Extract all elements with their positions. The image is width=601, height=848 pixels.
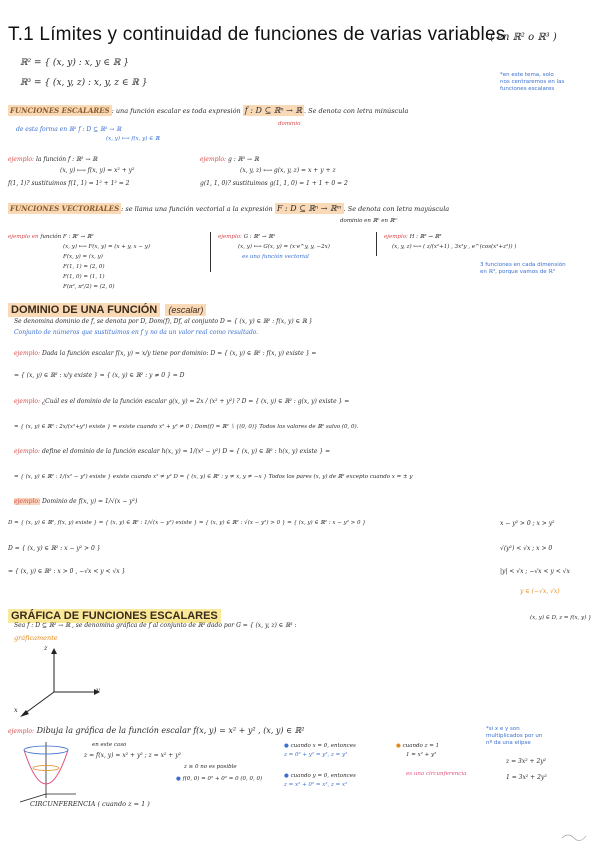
dominio-example-4-step1: D = { (x, y) ∈ ℝ², f(x, y) existe } = { (x, y) ∈ ℝ² : 1/√(x − y²) existe } = { (x, y) ∈ ℝ² : √(x − y²) > 0 } = { (x, y) ∈ ℝ² : x − y² > 0 } [8,520,366,526]
axis-z-label: z [44,644,48,652]
dominio-example-2: ejemplo: ¿Cuál es el dominio de la función escalar g(x, y) = 2x / (x² + y²) ? D = { (x, y) ∈ ℝ² : g(x, y) existe } = [14,398,350,405]
escalares-expr: f : D ⊆ ℝⁿ → ℝ [244,106,303,115]
section-heading-vectoriales: FUNCIONES VECTORIALES [10,204,120,213]
axis-y-label: y [96,686,100,694]
grafica-right-note: *si x e y son multiplicados por un nº da una elipse [486,726,543,746]
divider [376,232,377,256]
grafica-right-eq1: z = 3x² + 2y² [506,758,547,765]
dominio-example-3-result: = { (x, y) ∈ ℝ² : 1/(x² − y²) existe } existe cuando x² ≠ y² D = { (x, y) ∈ ℝ² : y ≠ x, y ≠ −x } Todos los pares (x, y) de ℝ² excepto cuando x = ± y [14,474,413,480]
dominio-example-4-step3: = { (x, y) ∈ ℝ² : x > 0 , −√x < y < √x } [8,568,126,575]
escalares-example-2: ejemplo: g : ℝ³ → ℝ [200,156,259,163]
grafica-z-note: z ≥ 0 no es posible [184,764,237,770]
section-heading-dominio: DOMINIO DE UNA FUNCIÓN [8,303,160,317]
dominio-definition-note: Conjunto de números que sustituimos en f y no da un valor real como resultado. [14,329,259,336]
dominio-side-3: |y| < √x ; −√x < y < √x [500,568,570,575]
grafica-x0: ● cuando x = 0, entonces z = 0² + y² = y², z = y² [284,743,356,758]
grafica-definition: Sea f : D ⊆ ℝ² → ℝ , se denomina gráfica de f al conjunto de ℝ³ dado por G = { (x, y, z) ∈ ℝ³ : [14,622,297,629]
side-note: *en este tema, solo nos centraremos en las funciones escalares [500,72,565,92]
section-heading-escalares: FUNCIONES ESCALARES [10,106,110,115]
dominio-side-2: √(y²) < √x ; x > 0 [500,545,553,552]
vectoriales-note: 3 funciones en cada dimensión en ℝ³, porque vamos de ℝ³ [480,262,566,275]
vectoriales-definition: FUNCIONES VECTORIALES : se llama una función vectorial a la expresión F : D ⊆ ℝⁿ → ℝᵐ . Se denota con letra mayúscula [10,204,450,213]
vectoriales-sub: dominio en ℝⁿ en ℝᵐ [340,218,398,224]
vectoriales-expr: F : D ⊆ ℝⁿ → ℝᵐ [276,204,342,213]
dominio-example-2-result: = { (x, y) ∈ ℝ² : 2x/(x²+y²) existe } = existe cuando x² + y² ≠ 0 ; Dom(f) = ℝ² ∖ {(0, 0)} Todos los valores de ℝ² salvo (0, 0). [14,424,359,430]
page-title: T.1 Límites y continuidad de funciones de varias variables [8,24,506,45]
grafica-circunferencia: CIRCUNFERENCIA ( cuando z = 1 ) [30,800,150,808]
dominio-arrow-label: dominio [278,121,301,127]
set-r2: ℝ² = { (x, y) : x, y ∈ ℝ } [20,58,129,68]
dominio-example-3: ejemplo: define el dominio de la función escalar h(x, y) = 1/(x² − y²) D = { (x, y) ∈ ℝ² : h(x, y) existe } = [14,448,331,455]
paraboloid-sketch [14,738,78,804]
vectoriales-example-2: ejemplo: G : ℝ² → ℝ³ (x, y) ⟼ G(x, y) = (x·e^y, y, −2x) es una función vectorial [218,234,330,260]
escalares-definition: FUNCIONES ESCALARES : una función escalar es toda expresión f : D ⊆ ℝⁿ → ℝ . Se denota con letra minúscula [10,106,409,115]
set-r3: ℝ³ = { (x, y, z) : x, y, z ∈ ℝ } [20,78,148,88]
axes-3d-diagram [14,646,114,718]
grafica-subhead: gráficamente [14,634,58,642]
dominio-example-1-result: = { (x, y) ∈ ℝ² : x/y existe } = { (x, y) ∈ ℝ² : y ≠ 0 } = D [14,372,185,379]
grafica-example: ejemplo: Dibuja la gráfica de la función escalar f(x, y) = x² + y² , (x, y) ∈ ℝ² [8,726,305,735]
escalares-form-map: (x, y) ⟼ f(x, y) ∈ ℝ [106,136,160,142]
escalares-example-2-map: (x, y, z) ⟼ g(x, y, z) = x + y + z [240,167,336,174]
grafica-y0: ● cuando y = 0, entonces z = x² + 0² = x², z = x² [284,773,356,788]
escalares-example-2-eval: g(1, 1, 0)? sustituimos g(1, 1, 0) = 1 + 1 + 0 = 2 [200,180,348,187]
grafica-z-equation: z = f(x, y) = x² + y² ; z = x² + y² [84,752,182,759]
author-signature-mark [560,830,590,842]
escalares-example-1-map: (x, y) ⟼ f(x, y) = x² + y² [60,167,135,174]
dominio-side-1: x − y² > 0 ; x > y² [500,520,555,527]
escalares-form: de esta forma en ℝ² f : D ⊆ ℝ² → ℝ [16,126,122,133]
axis-x-label: x [14,706,18,714]
page-subtitle: ( en ℝ² o ℝ³ ) [490,32,557,43]
dominio-example-4-step2: D = { (x, y) ∈ ℝ² : x − y² > 0 } [8,545,101,552]
dominio-example-4: ejemplo: Dominio de f(x, y) = 1/√(x − y²) [14,498,138,505]
divider [210,232,211,272]
dominio-heading-row [8,298,206,317]
dominio-tag: (escalar) [165,304,206,316]
grafica-en-este-caso: en este caso [92,742,127,748]
grafica-definition-end: (x, y) ∈ D, z = f(x, y) } [530,615,592,621]
vectoriales-example-3: ejemplo: H : ℝ³ → ℝ³ (x, y, z) ⟼ ( z/(x²+1) , 3x²y , e^(cos(x²+z²)) ) [384,234,517,250]
grafica-z1: ● cuando z = 1 1 = x² + y² es una circunferencia [396,743,467,777]
grafica-heading-row [8,604,221,623]
section-heading-grafica: GRÁFICA DE FUNCIONES ESCALARES [8,609,221,623]
dominio-definition: Se denomina dominio de f, se denota por D, Dom(f), Df, al conjunto D = { (x, y) ∈ ℝ² : f(x, y) ∈ ℝ } [14,318,313,325]
escalares-example-1: ejemplo: la función f : ℝ² → ℝ [8,156,98,163]
grafica-right-eq2: 1 = 3x² + 2y² [506,774,547,781]
vectoriales-example-1: ejemplo en función F : ℝ² → ℝ² (x, y) ⟼ F(x, y) = (x + y, x − y) F(x, y) = (x, y) F(1, 1) = (2, 0) F(1, 0) = (1, 1) F(π², π²/2) = (2, 0) [8,234,150,290]
dominio-example-1: ejemplo: Dada la función escalar f(x, y) = x/y tiene por dominio: D = { (x, y) ∈ ℝ² : f(x, y) existe } = [14,350,317,357]
dominio-side-4: y ∈ (−√x, √x) [520,588,560,595]
escalares-example-1-eval: f(1, 1)? sustituimos f(1, 1) = 1² + 1² = 2 [8,180,130,187]
grafica-origin: ● f(0, 0) = 0² + 0² = 0 (0, 0, 0) [176,776,263,782]
